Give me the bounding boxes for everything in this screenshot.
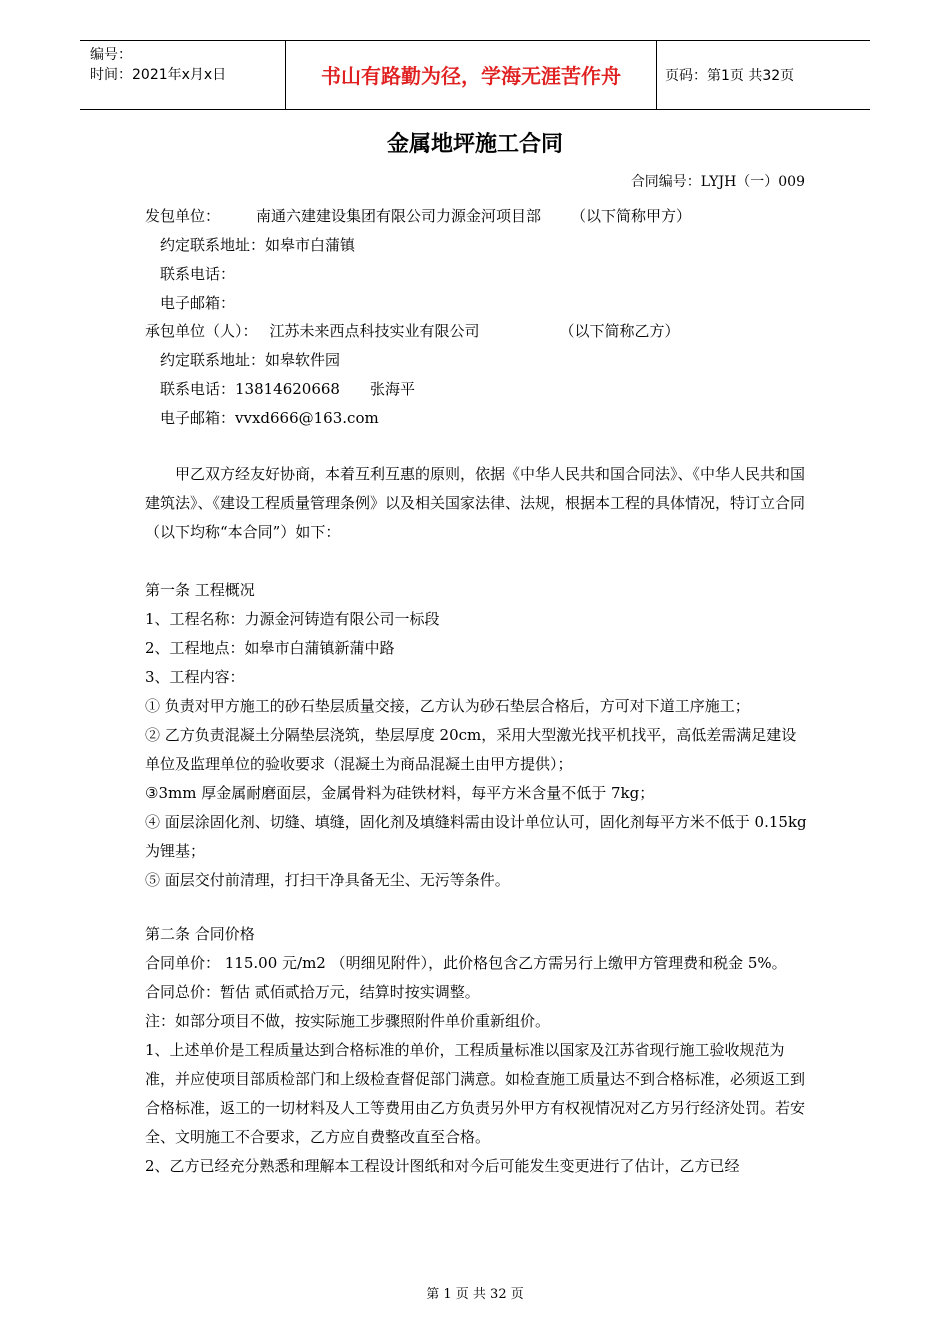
article-1-item: 3、工程内容：: [145, 668, 245, 686]
article-1-item: ② 乙方负责混凝土分隔垫层浇筑，垫层厚度 20cm，采用大型激光找平机找平，高低差需满足建设单位及监理单位的验收要求（混凝土为商品混凝土由甲方提供）；: [145, 726, 797, 773]
party-a-row: [145, 205, 815, 227]
party-a-name: 南通六建建设集团有限公司力源金河项目部: [256, 207, 542, 225]
article-1-item: ⑤ 面层交付前清理，打扫干净具备无尘、无污等条件。: [145, 871, 510, 889]
article-1-item: ① 负责对甲方施工的砂石垫层质量交接，乙方认为砂石垫层合格后，方可对下道工序施工；: [145, 697, 750, 715]
article-2-heading: 第二条 合同价格: [145, 925, 255, 943]
article-2-item: 2、乙方已经充分熟悉和理解本工程设计图纸和对今后可能发生变更进行了估计，乙方已经: [145, 1157, 740, 1175]
number-label: 编号：: [90, 47, 132, 63]
party-b-phone: 联系电话：13814620668: [160, 380, 340, 398]
party-b-address: 约定联系地址：如皋软件园: [160, 351, 341, 369]
party-b-email: 电子邮箱：vvxd666@163.com: [160, 409, 379, 427]
preamble-text: 甲乙双方经友好协商，本着互利互惠的原则，依据《中华人民共和国合同法》、《中华人民共和国建筑法》、《建设工程质量管理条例》以及相关国家法律、法规，根据本工程的具体情况，特订立合同（以下均称“本合同”）如下：: [145, 465, 806, 541]
article-2: [145, 920, 810, 1181]
article-1-item: ③3mm 厚金属耐磨面层，金属骨料为硅铁材料，每平方米含量不低于 7kg；: [145, 784, 655, 802]
article-1: [145, 576, 810, 895]
article-2-item: 1、上述单价是工程质量达到合格标准的单价，工程质量标准以国家及江苏省现行施工验收规范为准，并应使项目部质检部门和上级检查督促部门满意。如检查施工质量达不到合格标准，必须返工到合格标准，返工的一切材料及人工等费用由乙方负责另外甲方有权视情况对乙方另行经济处罚。若安全、文明施工不合要求，乙方应自费整改直至合格。: [145, 1041, 806, 1146]
article-2-item: 注：如部分项目不做，按实际施工步骤照附件单价重新组价。: [145, 1012, 551, 1030]
article-1-item: 1、工程名称：力源金河铸造有限公司一标段: [145, 610, 440, 628]
preamble: [145, 460, 810, 547]
motto: 书山有路勤为径，学海无涯苦作舟: [321, 64, 621, 88]
page-header: [80, 40, 870, 110]
party-a-phone: 联系电话：: [160, 265, 236, 283]
date-label: 时间：2021年x月x日: [90, 67, 227, 83]
party-b-phone-row: [160, 378, 830, 400]
party-a-alias: （以下简称甲方）: [571, 207, 692, 225]
party-b-name: 江苏未来西点科技实业有限公司: [269, 322, 480, 340]
party-b-contact: 张海平: [369, 380, 415, 398]
header-right-cell: [657, 41, 870, 109]
party-b-alias: （以下简称乙方）: [559, 322, 680, 340]
party-b-label: 承包单位（人）：: [145, 322, 258, 340]
article-2-item: 合同单价： 115.00 元/m2 （明细见附件），此价格包含乙方需另行上缴甲方管理费和税金 5%。: [145, 954, 787, 972]
header-left-cell: [80, 41, 286, 109]
page-footer: 第 1 页 共 32 页: [426, 1287, 524, 1302]
header-motto-cell: [286, 41, 657, 109]
party-b-row: [145, 320, 815, 342]
article-1-heading: 第一条 工程概况: [145, 581, 255, 599]
article-1-item: ④ 面层涂固化剂、切缝、填缝，固化剂及填缝料需由设计单位认可，固化剂每平方米不低于 0.15kg 为锂基；: [145, 813, 807, 860]
document-title: 金属地坪施工合同: [386, 132, 563, 157]
party-a-email: 电子邮箱：: [160, 294, 236, 312]
article-1-item: 2、工程地点：如皋市白蒲镇新蒲中路: [145, 639, 395, 657]
article-2-item: 合同总价：暂估 贰佰贰拾万元，结算时按实调整。: [145, 983, 480, 1001]
page-info: 页码：第1页 共32页: [665, 68, 795, 84]
party-a-address: 约定联系地址：如皋市白蒲镇: [160, 236, 356, 254]
contract-number: 合同编号：LYJH（一）009: [630, 174, 805, 190]
party-a-label: 发包单位：: [145, 207, 221, 225]
